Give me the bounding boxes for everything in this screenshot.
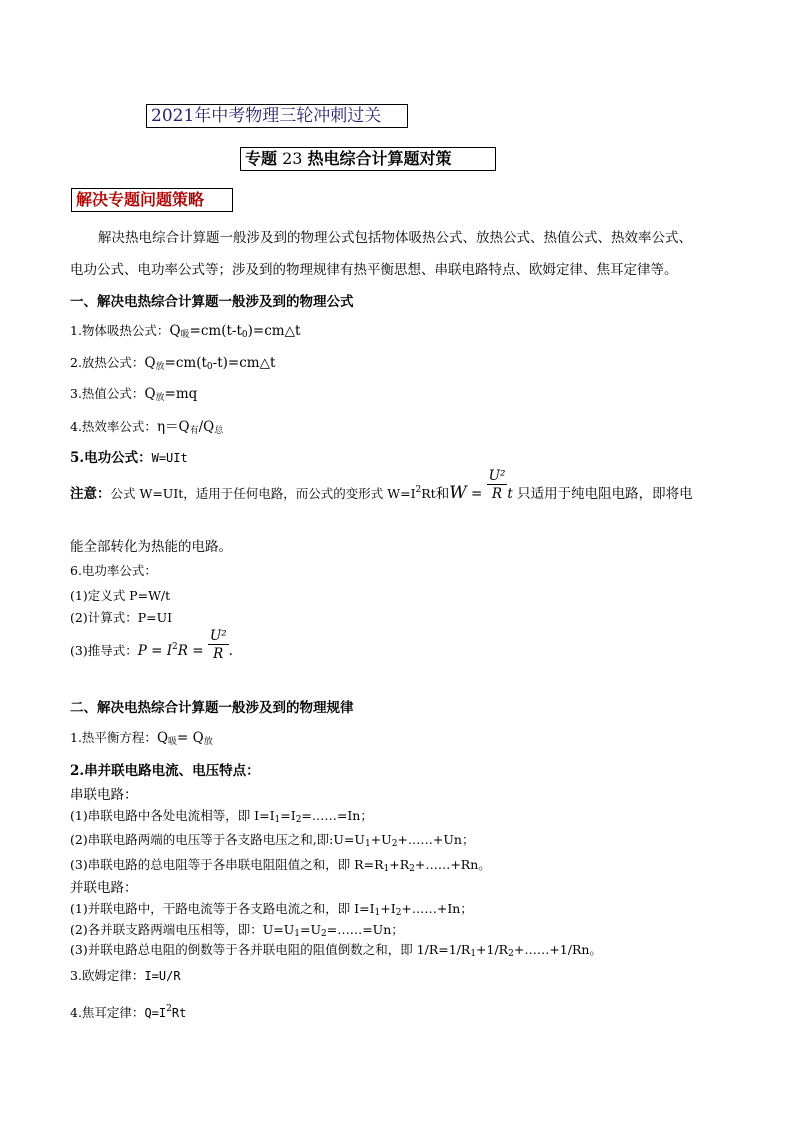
note-text: 只适用于纯电阻电路，即将电 (512, 486, 693, 502)
law-circuit-heading: 2.串并联电路电流、电压特点： (70, 763, 260, 779)
sub: 0 (241, 330, 248, 340)
sub: 2 (295, 815, 302, 825)
formula-heat-absorb (70, 321, 300, 340)
expr: =cm(t-t (189, 323, 242, 339)
doc-title: 2021年中考物理三轮冲刺过关 (146, 104, 408, 128)
sym: Q (144, 386, 156, 402)
label: (3)推导式： (70, 643, 138, 658)
topic-title (240, 147, 496, 171)
fraction (208, 628, 229, 663)
sub: 放 (155, 362, 165, 372)
fraction (487, 468, 508, 503)
law-joule (70, 1003, 186, 1021)
sym: = Q (177, 730, 204, 746)
label: 4.热效率公式： (70, 419, 157, 434)
label: 5.电功公式： (70, 450, 152, 466)
expr: I=U/R (144, 969, 181, 983)
label: 2.放热公式： (70, 355, 145, 370)
formula-heat-release (70, 353, 275, 372)
series-rule-3 (70, 855, 491, 874)
text: +I (380, 901, 396, 916)
sub: 吸 (168, 737, 178, 747)
expr: Q=I (144, 1006, 167, 1020)
sup: 2 (415, 485, 422, 495)
text: =U (299, 922, 321, 937)
formula-power-heading: 6.电功率公式： (70, 563, 157, 578)
text: =……=Un； (326, 922, 404, 937)
sym: Q (156, 730, 169, 746)
expr: /Q (198, 419, 215, 435)
note-text: 和 (435, 486, 450, 502)
note-line-2: 能全部转化为热能的电路。 (70, 539, 232, 555)
sym: W (449, 483, 467, 503)
sub: 2 (395, 908, 402, 918)
text: (2)串联电路两端的电压等于各支路电压之和,即:U=U (70, 832, 365, 847)
label: 4.焦耳定律： (70, 1005, 145, 1020)
parallel-rule-2 (70, 920, 404, 939)
numerator: U² (488, 468, 506, 484)
formula-electric-work (70, 446, 188, 466)
text: (3)并联电路总电阻的倒数等于各并联电阻的阻值倒数之和，即 1/R=1/R (70, 942, 471, 957)
series-rule-1 (70, 806, 373, 825)
text: +……+Un； (397, 832, 475, 847)
text: +……+In； (401, 901, 473, 916)
note-text: 公式 W=UIt，适用于任何电路，而公式的变形式 W=I (110, 486, 416, 501)
expr: R = (177, 643, 208, 659)
expr: Rt (171, 1006, 187, 1020)
section1-heading: 一、解决电热综合计算题一般涉及到的物理公式 (70, 294, 354, 310)
text: +U (370, 832, 392, 847)
text: (2)各并联支路两端电压相等，即：U=U (70, 922, 295, 937)
text: (3)串联电路的总电阻等于各串联电阻阻值之和，即 R=R (70, 857, 384, 872)
label: 3.欧姆定律： (70, 968, 145, 983)
denominator: R (213, 646, 224, 662)
expr: P = I (137, 643, 173, 659)
expr: -t)=cm△t (212, 355, 276, 371)
sub: 1 (294, 929, 300, 939)
sub: 有 (189, 426, 199, 436)
series-rule-2 (70, 830, 474, 849)
numerator: U² (209, 628, 227, 644)
label: 3.热值公式： (70, 386, 145, 401)
series-title: 串联电路： (70, 787, 138, 803)
sym: Q (169, 323, 181, 339)
formula-efficiency (70, 415, 223, 436)
sub: 1 (470, 949, 477, 959)
formula-power-1: (1)定义式 P=W/t (70, 588, 171, 603)
text: =I (280, 808, 296, 823)
label: 1.热平衡方程： (70, 730, 157, 745)
text: (1)串联电路中各处电流相等，即 I=I (70, 808, 275, 823)
sub: 2 (321, 929, 327, 939)
sub: 1 (374, 908, 381, 918)
text: +R (389, 857, 410, 872)
intro-line-2: 电功公式、电功率公式等；涉及到的物理规律有热平衡思想、串联电路特点、欧姆定律、焦耳定律等。 (70, 262, 678, 278)
parallel-rule-3 (70, 940, 602, 959)
sub: 2 (409, 864, 415, 874)
formula-heat-value (70, 384, 197, 403)
denominator: R (491, 486, 503, 502)
sub: 吸 (180, 330, 190, 340)
text: +……+1/Rn。 (513, 942, 602, 957)
topic-number: 23 (277, 149, 308, 168)
sym: η＝Q (156, 419, 190, 435)
sup: 2 (166, 1004, 172, 1014)
sub: 2 (508, 949, 514, 959)
expr: . (228, 643, 233, 659)
text: =……=In； (301, 808, 373, 823)
sub: 1 (364, 839, 371, 849)
expr: =cm(t (164, 355, 207, 371)
expr: )=cm△t (247, 323, 301, 339)
formula-power-3 (70, 628, 233, 663)
sym: t (507, 486, 513, 502)
topic-prefix: 专题 (245, 149, 278, 168)
sub: 总 (214, 426, 224, 436)
parallel-title: 并联电路： (70, 880, 138, 896)
sub: 0 (206, 362, 213, 372)
label: 1.物体吸热公式： (70, 323, 170, 338)
law-heat-balance (70, 728, 213, 747)
expr: W=UIt (151, 451, 188, 465)
sub: 放 (203, 737, 213, 747)
text: +……+Rn。 (414, 857, 491, 872)
sub: 2 (391, 839, 398, 849)
text: +1/R (476, 942, 509, 957)
sym: Q (144, 355, 156, 371)
section-label: 解决专题问题策略 (71, 188, 233, 212)
note-text: Rt (421, 486, 436, 501)
law-ohm (70, 966, 181, 984)
sub: 放 (155, 393, 165, 403)
sup: 2 (172, 642, 178, 652)
section2-heading: 二、解决电热综合计算题一般涉及到的物理规律 (70, 700, 354, 716)
parallel-rule-1 (70, 899, 473, 918)
text: (1)并联电路中，干路电流等于各支路电流之和，即 I=I (70, 901, 375, 916)
intro-line-1: 解决热电综合计算题一般涉及到的物理公式包括物体吸热公式、放热公式、热值公式、热效率公式、 (98, 230, 692, 246)
note-line-1 (70, 468, 693, 503)
topic-name: 热电综合计算题对策 (307, 149, 452, 168)
formula-power-2: (2)计算式：P=UI (70, 610, 173, 625)
sub: 1 (383, 864, 390, 874)
sym: = (466, 486, 487, 502)
note-label: 注意： (70, 486, 111, 502)
expr: =mq (164, 386, 198, 402)
sub: 1 (274, 815, 281, 825)
